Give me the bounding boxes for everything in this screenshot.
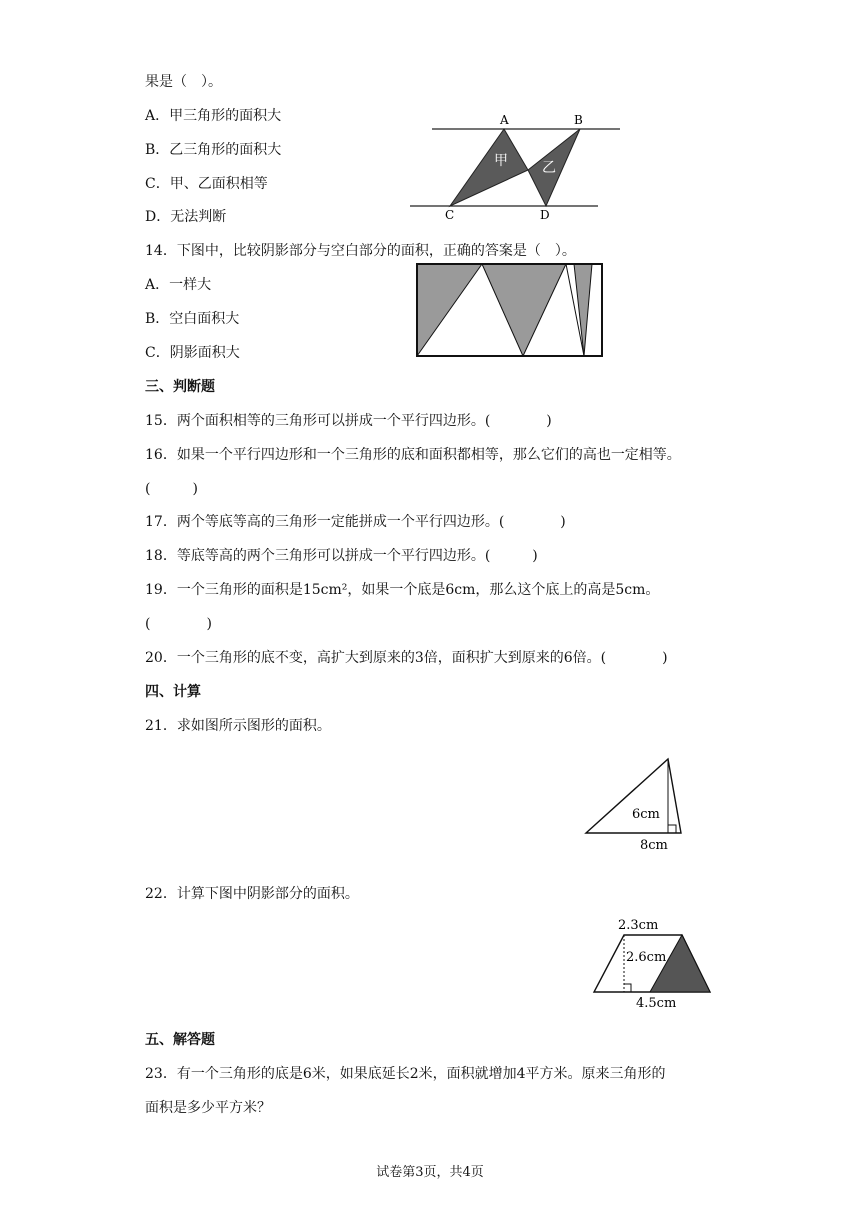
q16: 16．如果一个平行四边形和一个三角形的底和面积都相等，那么它们的高也一定相等。 [145,447,681,463]
q13-option-a: A．甲三角形的面积大 [145,108,282,124]
section-4-title: 四、计算 [145,684,201,700]
q21-stem: 21．求如图所示图形的面积。 [145,718,331,734]
label-jia: 甲 [494,153,508,169]
q22-stem: 22．计算下图中阴影部分的面积。 [145,886,359,902]
q17: 17．两个等底等高的三角形一定能拼成一个平行四边形。( ) [145,514,566,530]
q22-figure [588,914,716,1010]
q18: 18．等底等高的两个三角形可以拼成一个平行四边形。( ) [145,548,538,564]
q20: 20．一个三角形的底不变，高扩大到原来的3倍，面积扩大到原来的6倍。( ) [145,650,668,666]
q13-option-c: C．甲、乙面积相等 [145,176,268,192]
q22-top-label: 2.3cm [618,918,659,933]
section-3-title: 三、判断题 [145,379,215,395]
q23-line-2: 面积是多少平方米？ [145,1100,271,1116]
label-a: A [500,113,509,127]
q19-answer-paren: ( ) [145,616,212,632]
q14-stem: 14．下图中，比较阴影部分与空白部分的面积，正确的答案是（ ）。 [145,243,576,259]
q19: 19．一个三角形的面积是15cm²，如果一个底是6cm，那么这个底上的高是5cm。 [145,582,660,598]
q13-option-b: B．乙三角形的面积大 [145,142,282,158]
label-d: D [540,208,550,222]
q14-option-b: B．空白面积大 [145,311,240,327]
q14-figure [416,263,604,359]
section-5-title: 五、解答题 [145,1032,215,1048]
q21-figure [580,752,690,856]
label-c: C [445,208,455,222]
q16-answer-paren: ( ) [145,481,198,497]
q13-stem-tail: 果是（ ）。 [145,74,222,90]
q14-option-a: A．一样大 [145,277,212,293]
q23-line-1: 23．有一个三角形的底是6米，如果底延长2米，面积就增加4平方米。原来三角形的 [145,1066,666,1082]
triangle-jia [450,129,528,206]
q14-option-c: C．阴影面积大 [145,345,240,361]
q21-height-label: 6cm [632,807,660,822]
label-b: B [574,113,583,127]
q22-base-label: 4.5cm [636,996,677,1010]
q13-option-d: D．无法判断 [145,209,227,225]
q21-base-label: 8cm [640,838,668,853]
q13-figure [400,108,630,224]
q22-height-label: 2.6cm [626,950,667,965]
q15: 15．两个面积相等的三角形可以拼成一个平行四边形。( ) [145,413,552,429]
label-yi: 乙 [542,160,556,176]
page-footer: 试卷第3页，共4页 [376,1165,484,1180]
